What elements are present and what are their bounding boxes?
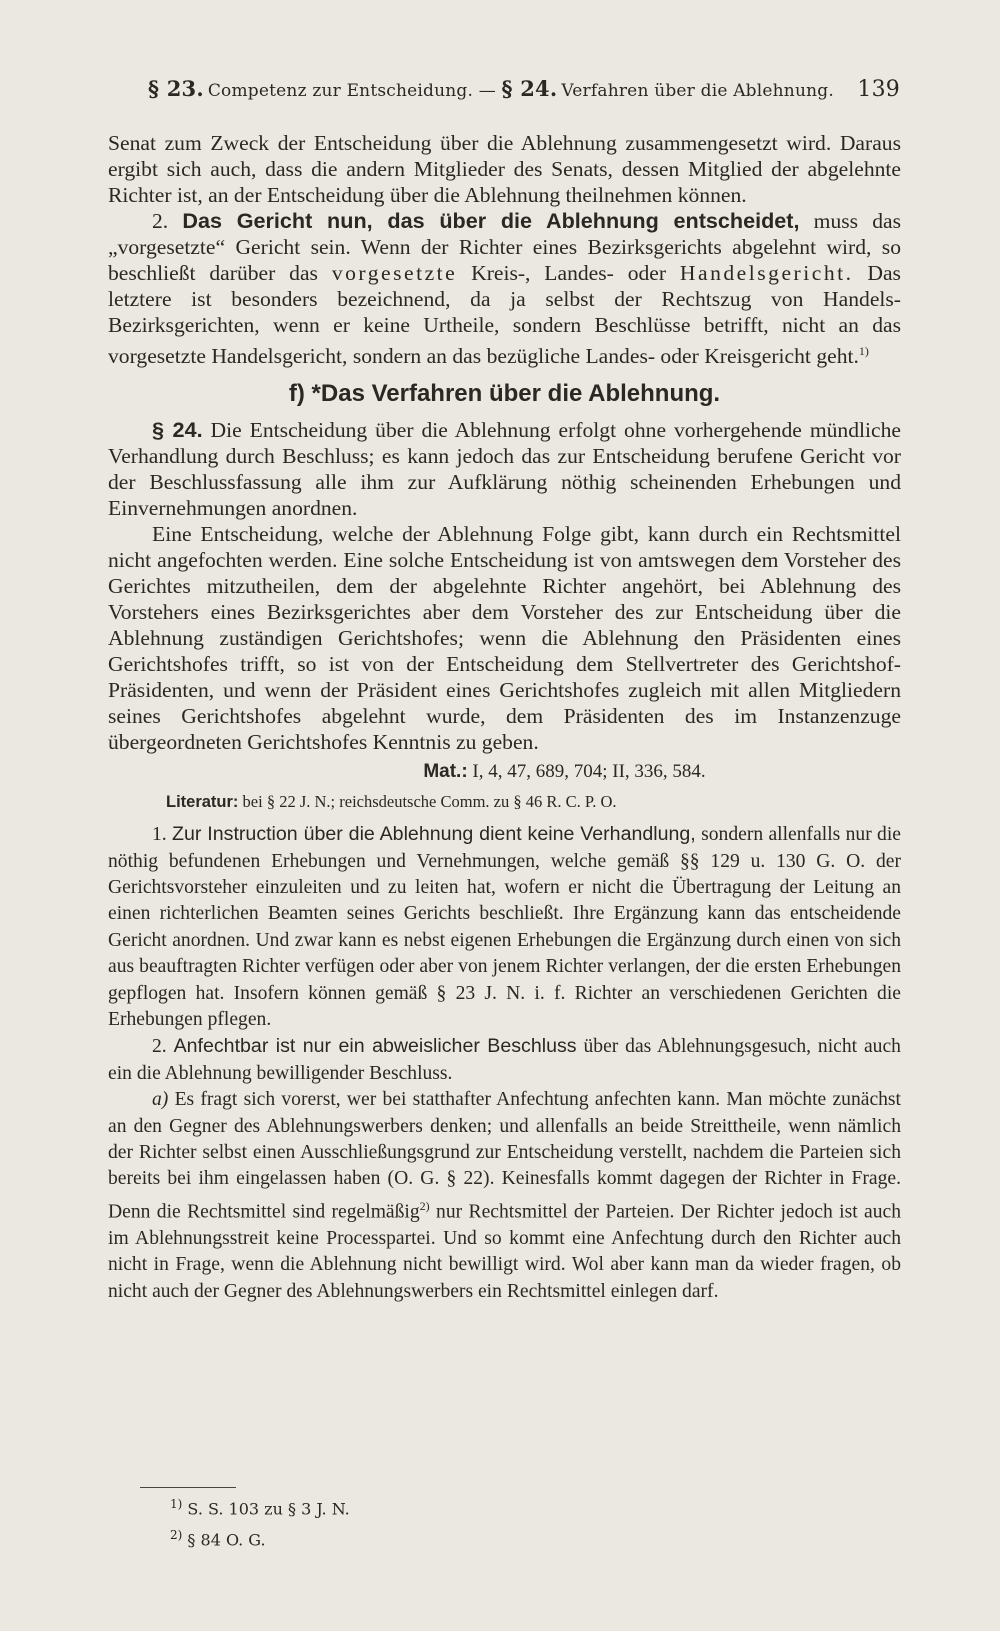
note2-text: über das Ablehnungsgesuch, nicht auch ein die Ablehnung bewilligender Beschluss. [108,1036,901,1084]
note-1 [108,821,901,1033]
section-24-paragraph-2: Eine Entscheidung, welche der Ablehnung Folge gibt, kann durch ein Rechtsmittel nicht angefochten werden. Eine solche Entscheidung ist von amtswegen dem Vorsteher des Gerichtes mitzutheilen, dem der abgelehnte Richter angehört, bei Ablehnung des Vorstehers eines Bezirksgerichtes aber dem Vorsteher des zur Entscheidung über die Ablehnung zuständigen Gerichtshofes; wenn die Ablehnung den Präsidenten eines Gerichtshofes trifft, so ist von der Entscheidung dem Stellvertreter des Gerichtshof-Präsidenten, und wenn der Präsident eines Gerichtshofes zugleich mit allen Mitgliedern seines Gerichtshofes abgelehnt wurde, dem Präsidenten des im Instanzenzuge übergeordneten Gerichtshofes Kenntnis zu geben. [108,522,901,755]
section-24-paragraph [108,417,901,521]
section-24-text: Die Entscheidung über die Ablehnung erfolgt ohne vorhergehende mündliche Verhandlung durch Beschluss; es kann jedoch das zur Entscheidung berufene Gericht vor der Beschlussfassung alle ihm zur Aufklärung nöthig scheinenden Erhebungen und Einvernehmungen anordnen. [108,418,901,521]
footnote-ref-2: 2) [419,1198,430,1213]
lit-label: Literatur: [166,793,239,812]
footnote-1 [170,1491,570,1522]
para2-text2: Kreis-, Landes- oder [471,261,667,285]
header-dash: — [478,81,496,101]
header-section-23: § 23. [148,76,204,101]
footnote-1-mark: 1) [170,1497,183,1511]
note-2 [108,1033,901,1087]
note1-lead: Zur Instruction über die Ablehnung dient keine Verhandlung, [172,823,696,846]
literature-line [166,789,901,815]
para2-text3: Das letztere ist besonders bezeichnend, da ja selbst der Rechtszug von Handels-Bezirksgerichten, wenn er keine Urtheile, sondern Beschlüsse betrifft, nicht an das vorgesetzte Handelsgericht, sondern an das bezügliche Landes- oder Kreisgericht geht. [108,261,901,369]
running-header [148,76,900,102]
paragraph-continuation: Senat zum Zweck der Entscheidung über die Ablehnung zusammengesetzt wird. Daraus ergibt sich auch, dass die andern Mitglieder des Senats, dessen Mitglied der abgelehnte Richter ist, an der Entscheidung über die Ablehnung theilnehmen können. [108,131,901,207]
note-2a [108,1087,901,1305]
footnotes [170,1491,570,1554]
footnote-ref-1: 1) [858,344,869,358]
paragraph-2 [108,208,901,369]
annotations [108,821,901,1305]
note1-number: 1. [152,824,167,846]
mat-text: I, 4, 47, 689, 704; II, 336, 584. [472,761,706,783]
header-title-left: Competenz zur Entscheidung. [207,81,474,101]
header-title-right: Verfahren über die Ablehnung. [561,81,834,101]
mat-label: Mat.: [423,761,468,783]
lit-text: bei § 22 J. N.; reichsdeutsche Comm. zu § 46 R. C. P. O. [242,792,617,812]
para2-text1: muss das „vorgesetzte“ Gericht sein. Wenn der Richter eines Bezirksgerichts abgelehnt wird, so beschließt darüber das [108,209,901,285]
para2-number: 2. [152,209,169,233]
footnote-2-mark: 2) [170,1528,183,1543]
footnote-2 [170,1522,570,1553]
note2a-text: Es fragt sich vorerst, wer bei statthafter Anfechtung anfechten kann. Man möchte zunächst an den Gegner des Ablehnungswerbers denken; und allenfalls an beide Streittheile, wenn nämlich der Richter selbst einen Ausschließungsgrund zur Entscheidung verstellt, nachdem die Parteien sich bereits bei ihm eingelassen haben (O. G. § 22). Keinesfalls kommt dagegen der Richter in Frage. Denn die Rechtsmittel sind regelmäßig [108,1089,902,1223]
header-section-24: § 24. [501,76,558,101]
footnote-1-text: S. S. 103 zu § 3 J. N. [187,1499,350,1519]
materials-line [228,759,901,785]
note1-text: sondern allenfalls nur die nöthig befundenen Erhebungen und Vernehmungen, welche gemäß §§ 129 u. 130 G. O. der Gerichtsvorsteher einzuleiten und zu leiten hat, wofern er nicht die Übertragung der Leitung an einen richterlichen Beamten seines Gerichts beschließt. Ihre Ergänzung kann das entscheidende Gericht anordnen. Und zwar kann es nebst eigenen Erhebungen die Ergänzung durch einen von sich aus beauftragten Richter verfügen oder aber von jenem Richter verlangen, der die ersten Erhebungen gepflogen hat. Insofern können gemäß § 23 J. N. i. f. Richter an verschiedenen Gerichten die Erhebungen pflegen. [108,824,901,1031]
note2a-label: a) [152,1089,169,1111]
para2-spaced2: Handelsgericht. [679,261,854,285]
note2a-text2: nur Rechtsmittel der Parteien. Der Richter jedoch ist auch im Ablehnungsstreit keine Processpartei. Und so kommt eine Anfechtung durch den Richter auch nicht in Frage, wenn die Ablehnung nicht bewilligt wird. Wol aber kann man da wieder fragen, ob nicht auch der Gegner des Ablehnungswerbers ein Rechtsmittel einlegen darf. [108,1201,901,1302]
section-subtitle: f) *Das Verfahren über die Ablehnung. [288,380,721,408]
main-text [108,130,901,1305]
para2-lead: Das Gericht nun, das über die Ablehnung entscheidet, [182,208,800,233]
section-24-label: § 24. [152,417,203,443]
note2-number: 2. [152,1036,167,1058]
note2-lead: Anfechtbar ist nur ein abweislicher Beschluss [173,1035,577,1058]
page-number: 139 [857,77,900,102]
footnote-2-text: § 84 O. G. [187,1530,266,1550]
para2-spaced1: vorgesetzte [331,261,458,285]
footnote-divider [140,1487,236,1488]
